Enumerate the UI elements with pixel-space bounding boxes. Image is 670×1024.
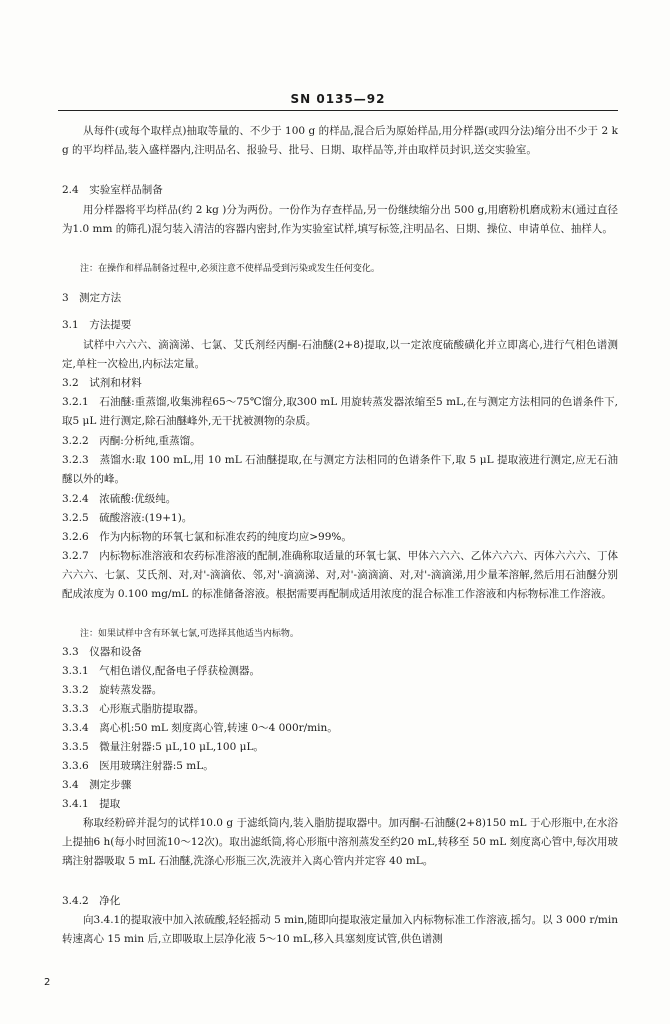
section-3-1-heading: 3.1 方法提要 <box>62 319 132 331</box>
page-number: 2 <box>44 977 51 988</box>
section-3-heading: 3 测定方法 <box>62 292 122 304</box>
note-sample-prep: 注：在操作和样品制备过程中,必须注意不使样品受到污染或发生任何变化。 <box>80 264 380 274</box>
section-3-4-heading: 3.4 测定步骤 <box>62 779 132 791</box>
item-3-4-1-heading: 3.4.1 提取 <box>62 798 121 810</box>
item-3-3-2: 3.3.2 旋转蒸发器。 <box>62 684 163 696</box>
header-rule <box>58 110 618 111</box>
item-3-2-4: 3.2.4 浓硫酸:优级纯。 <box>62 493 177 505</box>
section-2-4-heading: 2.4 实验室样品制备 <box>62 184 163 196</box>
section-3-3-heading: 3.3 仪器和设备 <box>62 646 142 658</box>
item-3-2-2: 3.2.2 丙酮:分析纯,重蒸馏。 <box>62 435 201 447</box>
item-3-2-6: 3.2.6 作为内标物的环氧七氯和标准农药的纯度均应>99%。 <box>62 531 352 543</box>
paragraph-cleanup: 向3.4.1的提取液中加入浓硫酸,轻轻摇动 5 min,随即向提取液定量加入内标物标准工作溶液,摇匀。以 3 000 r/min 转速离心 15 min 后,立即吸取上层净化液 5～10 mL,移入具塞刻度试管,供色谱测 <box>62 914 618 945</box>
item-3-2-1: 3.2.1 石油醚:重蒸馏,收集沸程65～75℃馏分,取300 mL 用旋转蒸发器浓缩至5 mL,在与测定方法相同的色谱条件下,取5 μL 进行测定,除石油醚峰外,无干扰被测物的杂质。 <box>62 396 618 427</box>
paragraph-sampling: 从每件(或每个取样点)抽取等量的、不少于 100 g 的样品,混合后为原始样品,用分样器(或四分法)缩分出不少于 2 kg 的平均样品,装入盛样器内,注明品名、报验号、批号、日期、取样品等,并由取样员封识,送交实验室。 <box>62 125 618 156</box>
item-3-3-4: 3.3.4 离心机:50 mL 刻度离心管,转速 0～4 000r/min。 <box>62 722 338 734</box>
item-3-3-5: 3.3.5 微量注射器:5 μL,10 μL,100 μL。 <box>62 741 264 753</box>
section-3-2-heading: 3.2 试剂和材料 <box>62 377 142 389</box>
item-3-3-6: 3.3.6 医用玻璃注射器:5 mL。 <box>62 760 214 772</box>
paragraph-method-summary: 试样中六六六、滴滴涕、七氯、艾氏剂经丙酮-石油醚(2+8)提取,以一定浓度硫酸磺化并立即离心,进行气相色谱测定,单柱一次检出,内标法定量。 <box>62 339 618 370</box>
item-3-2-3: 3.2.3 蒸馏水:取 100 mL,用 10 mL 石油醚提取,在与测定方法相同的色谱条件下,取 5 μL 提取液进行测定,应无石油醚以外的峰。 <box>62 454 618 485</box>
note-internal-standard: 注：如果试样中含有环氧七氯,可选择其他适当内标物。 <box>80 629 299 639</box>
standard-code-header: SN 0135—92 <box>290 92 386 106</box>
item-3-3-1: 3.3.1 气相色谱仪,配备电子俘获检测器。 <box>62 665 261 677</box>
paragraph-extraction: 称取经粉碎并混匀的试样10.0 g 于滤纸筒内,装入脂肪提取器中。加丙酮-石油醚(2+8)150 mL 于心形瓶中,在水浴上提抽6 h(每小时回流10～12次)。取出滤纸筒,将心形瓶中溶剂蒸发至约20 mL,转移至 50 mL 刻度离心管中,每次用玻璃注射器吸取 5 mL 石油醚,洗涤心形瓶三次,洗液并入离心管内并定容 40 mL。 <box>62 817 618 867</box>
item-3-2-5: 3.2.5 硫酸溶液:(19+1)。 <box>62 512 193 524</box>
item-3-4-2-heading: 3.4.2 净化 <box>62 895 121 907</box>
item-3-3-3: 3.3.3 心形瓶式脂肪提取器。 <box>62 703 205 715</box>
item-3-2-7: 3.2.7 内标物标准溶液和农药标准溶液的配制,准确称取适量的环氧七氯、甲体六六六、乙体六六六、丙体六六六、丁体六六六、七氯、艾氏剂、对,对'-滴滴依、邻,对'-滴滴涕、对,对'-滴滴滴、对,对'-滴滴涕,用少量苯溶解,然后用石油醚分别配成浓度为 0.100 mg/mL 的标准储备溶液。根据需要再配制成适用浓度的混合标准工作溶液和内标物标准工作溶液。 <box>62 550 618 600</box>
paragraph-lab-sample-prep: 用分样器将平均样品(约 2 kg )分为两份。一份作为存查样品,另一份继续缩分出 500 g,用磨粉机磨成粉末(通过直径为1.0 mm 的筛孔)混匀装入清洁的容器内密封,作为实验室试样,填写标签,注明品名、日期、操位、申请单位、抽样人。 <box>62 204 618 235</box>
